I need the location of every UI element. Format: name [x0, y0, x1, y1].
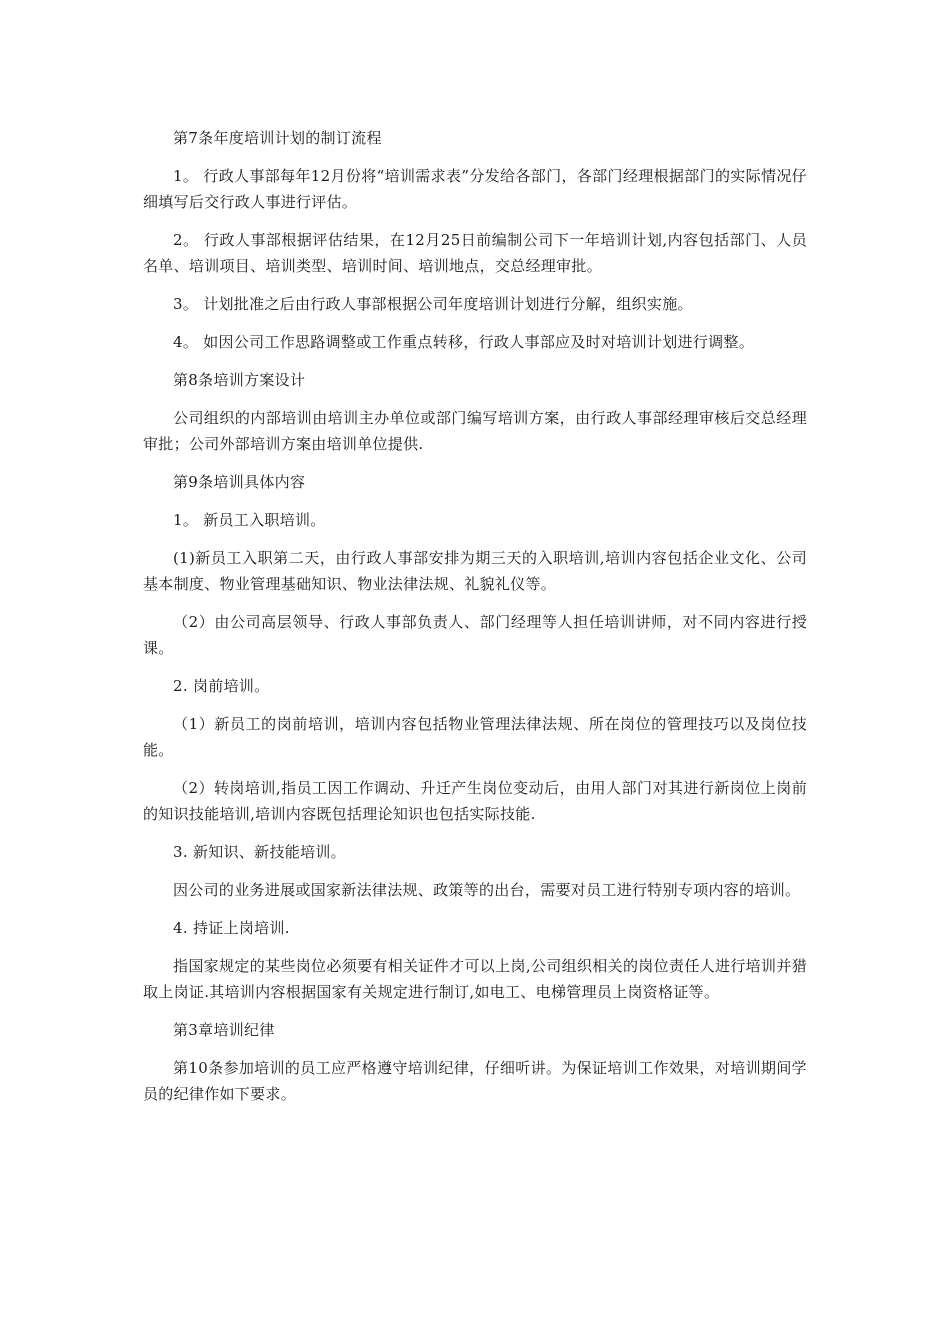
paragraph-8-body: 公司组织的内部培训由培训主办单位或部门编写培训方案，由行政人事部经理审核后交总经理审批；公司外部培训方案由培训单位提供. — [143, 409, 807, 453]
document-body — [143, 125, 807, 1119]
paragraph-9-1-a: (1)新员工入职第二天，由行政人事部安排为期三天的入职培训,培训内容包括企业文化、公司基本制度、物业管理基础知识、物业法律法规、礼貌礼仪等。 — [143, 549, 807, 593]
paragraph-9-4: 4. 持证上岗培训. — [173, 919, 290, 937]
paragraph-9-1: 1。 新员工入职培训。 — [173, 511, 326, 529]
section-heading-article-7: 第7条年度培训计划的制订流程 — [173, 129, 382, 147]
paragraph-7-2: 2。 行政人事部根据评估结果，在12月25日前编制公司下一年培训计划,内容包括部门、人员名单、培训项目、培训类型、培训时间、培训地点，交总经理审批。 — [143, 231, 807, 275]
section-heading-article-8: 第8条培训方案设计 — [173, 371, 306, 389]
paragraph-9-3-body: 因公司的业务进展或国家新法律法规、政策等的出台，需要对员工进行特别专项内容的培训。 — [173, 881, 801, 899]
paragraph-9-4-body: 指国家规定的某些岗位必须要有相关证件才可以上岗,公司组织相关的岗位责任人进行培训并猎取上岗证.其培训内容根据国家有关规定进行制订,如电工、电梯管理员上岗资格证等。 — [143, 957, 807, 1001]
paragraph-7-3: 3。 计划批准之后由行政人事部根据公司年度培训计划进行分解，组织实施。 — [173, 295, 693, 313]
section-heading-article-9: 第9条培训具体内容 — [173, 473, 306, 491]
paragraph-7-1: 1。 行政人事部每年12月份将“培训需求表”分发给各部门，各部门经理根据部门的实际情况仔细填写后交行政人事进行评估。 — [143, 167, 807, 211]
paragraph-9-2-b: （2）转岗培训,指员工因工作调动、升迁产生岗位变动后，由用人部门对其进行新岗位上岗前的知识技能培训,培训内容既包括理论知识也包括实际技能. — [143, 779, 807, 823]
paragraph-7-4: 4。 如因公司工作思路调整或工作重点转移，行政人事部应及时对培训计划进行调整。 — [173, 333, 755, 351]
paragraph-10-body: 第10条参加培训的员工应严格遵守培训纪律，仔细听讲。为保证培训工作效果，对培训期间学员的纪律作如下要求。 — [143, 1059, 807, 1103]
paragraph-9-2-a: （1）新员工的岗前培训，培训内容包括物业管理法律法规、所在岗位的管理技巧以及岗位技能。 — [143, 715, 807, 759]
paragraph-9-3: 3. 新知识、新技能培训。 — [173, 843, 346, 861]
paragraph-9-2: 2. 岗前培训。 — [173, 677, 270, 695]
chapter-heading-3: 第3章培训纪律 — [173, 1021, 275, 1039]
paragraph-9-1-b: （2）由公司高层领导、行政人事部负责人、部门经理等人担任培训讲师，对不同内容进行授课。 — [143, 613, 807, 657]
